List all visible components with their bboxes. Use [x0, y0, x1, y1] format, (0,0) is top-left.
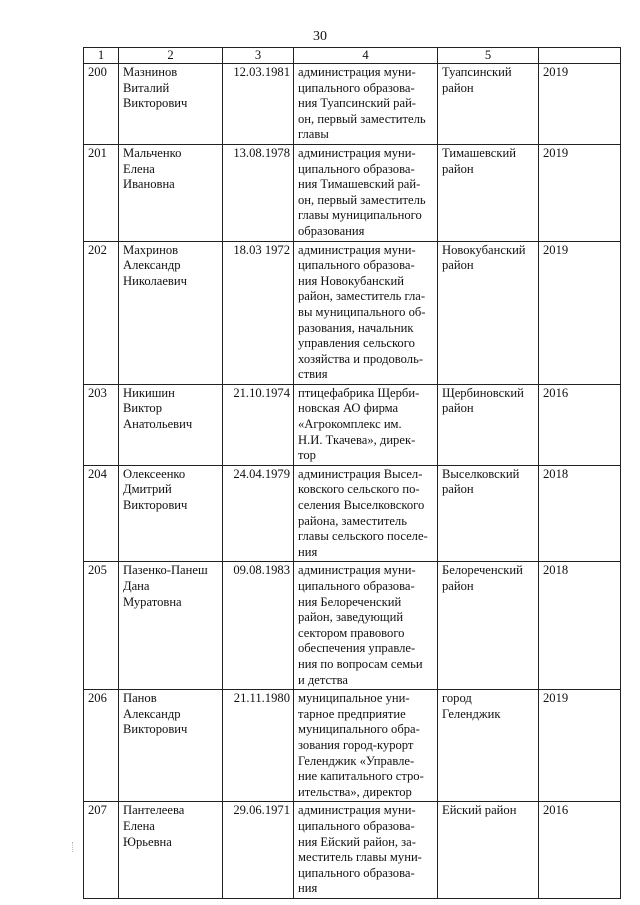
- full-name-cell: [119, 465, 223, 562]
- row-number-cell: 202: [84, 241, 119, 384]
- table-row: [84, 384, 621, 465]
- position-line: администрация муни-: [298, 803, 416, 818]
- position-line: главы сельского поселе-: [298, 529, 428, 544]
- birth-date-cell: 13.08.1978: [223, 144, 294, 241]
- full-name-line: Мазнинов: [123, 65, 178, 79]
- position-line: ния: [298, 544, 318, 559]
- header-cell-6: [539, 48, 621, 64]
- position-line: района, заместитель: [298, 513, 407, 528]
- position-line: и детства: [298, 672, 349, 687]
- full-name-line: Александр: [123, 706, 181, 721]
- year-cell: 2016: [539, 384, 621, 465]
- row-number-cell: 206: [84, 690, 119, 802]
- position-cell: [294, 144, 438, 241]
- table-row: [84, 64, 621, 145]
- district-line: Щербиновский: [442, 385, 524, 400]
- full-name-line: Пантелеева: [123, 803, 185, 818]
- table-row: [84, 465, 621, 562]
- position-line: муниципального обра-: [298, 722, 420, 737]
- position-line: район, заместитель гла-: [298, 289, 426, 304]
- full-name-line: Ивановна: [123, 177, 175, 192]
- full-name-cell: [119, 384, 223, 465]
- district-line: район: [442, 579, 474, 593]
- position-line: он, первый заместитель: [298, 111, 426, 126]
- position-line: сектором правового: [298, 625, 405, 640]
- row-number-cell: 200: [84, 64, 119, 145]
- header-row: [84, 48, 621, 64]
- full-name-line: Виктор: [123, 401, 163, 416]
- position-line: ствия: [298, 367, 328, 382]
- full-name-line: Елена: [123, 818, 155, 833]
- table-row: [84, 241, 621, 384]
- full-name-cell: [119, 241, 223, 384]
- position-line: ковского сельского по-: [298, 482, 420, 497]
- position-cell: [294, 64, 438, 145]
- full-name-line: Александр: [123, 258, 181, 273]
- row-number-cell: 204: [84, 465, 119, 562]
- birth-date-cell: 29.06.1971: [223, 802, 294, 899]
- row-number-cell: 203: [84, 384, 119, 465]
- full-name-line: Мальченко: [123, 145, 182, 160]
- district-line: район: [442, 161, 474, 176]
- year-cell: 2019: [539, 241, 621, 384]
- district-line: Туапсинский: [442, 65, 512, 79]
- table-row: [84, 690, 621, 802]
- scan-artifact: [72, 842, 73, 852]
- district-line: район: [442, 482, 474, 497]
- position-line: муниципальное уни-: [298, 691, 410, 706]
- full-name-line: Юрьевна: [123, 834, 172, 849]
- header-cell-3: 3: [223, 48, 294, 64]
- row-number-cell: 205: [84, 562, 119, 690]
- full-name-line: Дана: [123, 579, 150, 593]
- position-cell: [294, 802, 438, 899]
- position-line: ние капитального стро-: [298, 769, 424, 784]
- position-line: обеспечения управле-: [298, 641, 416, 656]
- full-name-cell: [119, 690, 223, 802]
- district-cell: [438, 802, 539, 899]
- position-line: ципального образова-: [298, 258, 415, 273]
- year-cell: 2018: [539, 562, 621, 690]
- district-line: Белореченский: [442, 563, 523, 578]
- birth-date-cell: 18.03 1972: [223, 241, 294, 384]
- full-name-cell: [119, 64, 223, 145]
- position-line: район, заведующий: [298, 610, 404, 625]
- position-line: ния Белореченский: [298, 594, 402, 609]
- district-line: район: [442, 80, 474, 95]
- district-line: Новокубанский: [442, 242, 526, 257]
- position-line: ципального образова-: [298, 161, 415, 176]
- full-name-line: Анатольевич: [123, 417, 193, 432]
- full-name-line: Дмитрий: [123, 482, 172, 497]
- position-line: ния Туапсинский рай-: [298, 96, 417, 111]
- position-line: ительства», директор: [298, 784, 412, 799]
- district-cell: [438, 144, 539, 241]
- registry-table: [83, 47, 621, 899]
- district-cell: [438, 465, 539, 562]
- district-line: Тимашевский: [442, 145, 516, 160]
- full-name-line: Викторович: [123, 96, 188, 111]
- year-cell: 2019: [539, 690, 621, 802]
- full-name-line: Махринов: [123, 242, 179, 257]
- position-line: Н.И. Ткачева», дирек-: [298, 432, 416, 447]
- district-line: город: [442, 691, 472, 706]
- position-line: администрация муни-: [298, 242, 416, 257]
- position-line: тарное предприятие: [298, 706, 406, 721]
- header-cell-2: 2: [119, 48, 223, 64]
- full-name-line: Олексеенко: [123, 466, 186, 481]
- full-name-line: Викторович: [123, 498, 188, 513]
- position-line: ния Тимашевский рай-: [298, 177, 421, 192]
- position-line: ципального образова-: [298, 80, 415, 95]
- year-cell: 2019: [539, 64, 621, 145]
- position-line: Геленджик «Управле-: [298, 753, 415, 768]
- table-row: [84, 802, 621, 899]
- position-line: администрация муни-: [298, 145, 416, 160]
- birth-date-cell: 12.03.1981: [223, 64, 294, 145]
- position-line: образования: [298, 223, 365, 238]
- district-cell: [438, 241, 539, 384]
- district-cell: [438, 384, 539, 465]
- district-cell: [438, 64, 539, 145]
- district-line: Ейский район: [442, 803, 517, 818]
- year-cell: 2018: [539, 465, 621, 562]
- row-number-cell: 201: [84, 144, 119, 241]
- full-name-cell: [119, 562, 223, 690]
- position-line: селения Выселковского: [298, 498, 425, 513]
- header-cell-1: 1: [84, 48, 119, 64]
- position-line: птицефабрика Щерби-: [298, 385, 420, 400]
- position-cell: [294, 562, 438, 690]
- position-cell: [294, 690, 438, 802]
- position-line: он, первый заместитель: [298, 192, 426, 207]
- position-line: «Агрокомплекс им.: [298, 417, 402, 432]
- full-name-line: Викторович: [123, 722, 188, 737]
- full-name-line: Никишин: [123, 385, 175, 400]
- position-line: главы муниципального: [298, 208, 422, 223]
- district-line: район: [442, 401, 474, 416]
- position-line: администрация муни-: [298, 65, 416, 79]
- district-line: район: [442, 258, 474, 273]
- full-name-line: Пазенко-Панеш: [123, 563, 208, 578]
- position-line: зования город-курорт: [298, 737, 414, 752]
- position-line: ния Новокубанский: [298, 273, 404, 288]
- year-cell: 2016: [539, 802, 621, 899]
- table-row: [84, 144, 621, 241]
- position-line: ципального образова-: [298, 865, 415, 880]
- position-line: хозяйства и продоволь-: [298, 351, 424, 366]
- full-name-line: Панов: [123, 691, 157, 706]
- district-line: Геленджик: [442, 706, 501, 721]
- position-line: ния Ейский район, за-: [298, 834, 416, 849]
- position-cell: [294, 384, 438, 465]
- full-name-line: Муратовна: [123, 594, 182, 609]
- full-name-line: Николаевич: [123, 273, 187, 288]
- birth-date-cell: 09.08.1983: [223, 562, 294, 690]
- header-cell-5: 5: [438, 48, 539, 64]
- position-line: разования, начальник: [298, 320, 414, 335]
- position-cell: [294, 465, 438, 562]
- position-line: управления сельского: [298, 336, 415, 351]
- year-cell: 2019: [539, 144, 621, 241]
- district-cell: [438, 690, 539, 802]
- page-number: 30: [313, 29, 327, 44]
- position-line: главы: [298, 127, 329, 142]
- district-line: Выселковский: [442, 466, 520, 481]
- position-line: администрация Высел-: [298, 466, 423, 481]
- full-name-line: Виталий: [123, 80, 170, 95]
- birth-date-cell: 21.11.1980: [223, 690, 294, 802]
- birth-date-cell: 21.10.1974: [223, 384, 294, 465]
- district-cell: [438, 562, 539, 690]
- position-line: новская АО фирма: [298, 401, 399, 416]
- birth-date-cell: 24.04.1979: [223, 465, 294, 562]
- position-line: тор: [298, 448, 316, 463]
- header-cell-4: 4: [294, 48, 438, 64]
- position-line: ния: [298, 881, 318, 896]
- position-cell: [294, 241, 438, 384]
- position-line: ципального образова-: [298, 818, 415, 833]
- position-line: меститель главы муни-: [298, 850, 422, 865]
- full-name-cell: [119, 802, 223, 899]
- position-line: вы муниципального об-: [298, 304, 426, 319]
- row-number-cell: 207: [84, 802, 119, 899]
- table-row: [84, 562, 621, 690]
- position-line: ципального образова-: [298, 579, 415, 593]
- full-name-line: Елена: [123, 161, 155, 176]
- position-line: администрация муни-: [298, 563, 416, 578]
- full-name-cell: [119, 144, 223, 241]
- position-line: ния по вопросам семьи: [298, 656, 423, 671]
